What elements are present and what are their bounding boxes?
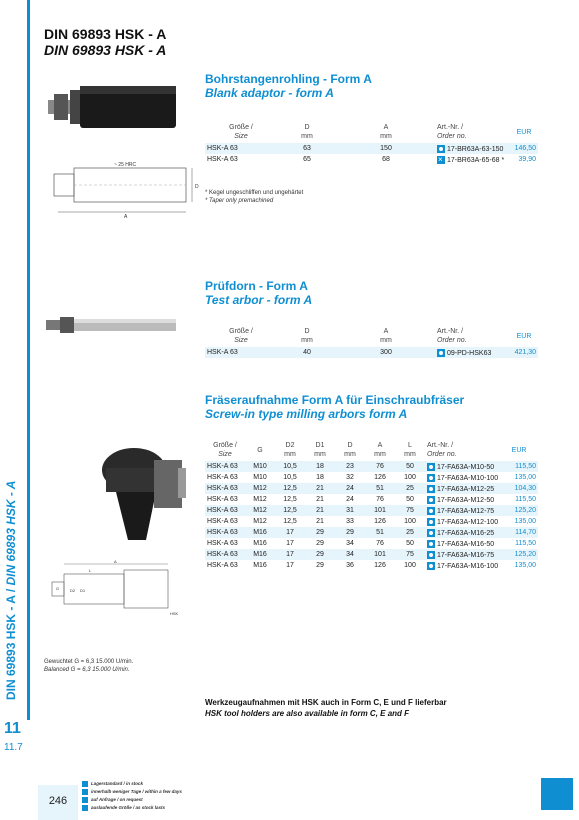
table-row: HSK-A 63 M12 12,5 21 24 51 25 17-FA63A-M12-25 104,30 — [207, 485, 536, 493]
in-stock-icon — [427, 496, 435, 504]
discontinued-icon — [437, 156, 445, 164]
milling-arbor-drawing — [44, 560, 194, 620]
in-stock-icon — [427, 518, 435, 526]
chapter-number: 11 — [4, 720, 21, 737]
blank-adaptor-drawing — [44, 160, 204, 220]
table-row: HSK-A 63 M10 10,5 18 23 76 50 17-FA63A-M10-50 115,50 — [207, 463, 536, 471]
in-stock-icon — [82, 781, 88, 787]
as-stock-lasts-icon — [82, 805, 88, 811]
test-arbor-table — [205, 325, 538, 358]
svg-text:D1: D1 — [80, 588, 86, 593]
section-title-milling-arbors: Fräseraufnahme Form A für Einschraubfräser Screw-in type milling arbors form A — [205, 393, 465, 421]
in-stock-icon — [427, 507, 435, 515]
table-header-row: Größe / Size G D2 mm D1 mm D mm A mm L mm Art.-Nr. / Order no. EUR — [213, 442, 527, 458]
col-size: Größe / Size — [229, 124, 253, 140]
blank-adaptor-photo — [44, 82, 184, 162]
in-stock-icon — [427, 551, 435, 559]
in-stock-icon — [427, 463, 435, 471]
few-days-icon — [82, 789, 88, 795]
test-arbor-photo — [44, 312, 184, 340]
drawing-hrc-label: ~ 25 HRC — [114, 162, 137, 168]
milling-arbor-photo — [94, 440, 194, 550]
balance-note: Gewuchtet G = 6,3 15.000 U/min. Balanced G = 6,3 15.000 U/min. — [44, 659, 134, 673]
in-stock-icon — [427, 540, 435, 548]
svg-text:A: A — [114, 560, 117, 564]
table-row: HSK-A 63 40 300 09-PD-HSK63 421,30 — [207, 349, 536, 357]
table-row: HSK-A 63 65 68 × 17-BR63A-65-68 * 39,90 — [205, 154, 538, 165]
on-request-icon — [82, 797, 88, 803]
brand-logo — [541, 778, 573, 810]
in-stock-icon — [427, 562, 435, 570]
table-row: HSK-A 63 M12 12,5 21 24 76 50 17-FA63A-M12-50 115,50 — [207, 496, 536, 504]
col-eur: EUR — [516, 128, 532, 136]
table-row: HSK-A 63 M12 12,5 21 31 101 75 17-FA63A-M12-75 125,20 — [207, 507, 536, 515]
in-stock-icon — [437, 349, 445, 357]
drawing-a-label: A — [124, 214, 128, 220]
table-row: HSK-A 63 M10 10,5 18 32 126 100 17-FA63A-M10-100 135,00 — [207, 474, 536, 482]
page-subtitle: DIN 69893 HSK - A — [44, 42, 167, 58]
table-row: HSK-A 63 M16 17 29 29 51 25 17-FA63A-M16-25 114,70 — [207, 529, 536, 537]
section-title-blank-adaptor: Bohrstangenrohling - Form A Blank adaptor - form A — [205, 72, 372, 100]
svg-text:D2: D2 — [70, 588, 76, 593]
in-stock-icon — [427, 474, 435, 482]
svg-text:HSK: HSK — [170, 611, 179, 616]
page-title: DIN 69893 HSK - A — [44, 26, 167, 42]
col-a: A mm — [380, 124, 392, 140]
drawing-d-label: D — [195, 184, 199, 190]
page-header — [44, 26, 166, 58]
in-stock-icon — [437, 145, 445, 153]
table-row: HSK-A 63 M16 17 29 36 126 100 17-FA63A-M16-100 135,00 — [207, 562, 536, 570]
sidebar-vertical-title: DIN 69893 HSK - A / DIN 69893 HSK - A — [4, 480, 18, 700]
sidebar-line — [27, 0, 30, 720]
svg-text:G: G — [56, 586, 60, 591]
section-title-test-arbor: Prüfdorn - Form A Test arbor - form A — [205, 279, 313, 307]
table-row: HSK-A 63 M12 12,5 21 33 126 100 17-FA63A-M12-100 135,00 — [207, 518, 536, 526]
table-row: HSK-A 63 63 150 17-BR63A-63-150 146,50 — [207, 145, 536, 153]
stock-legend: Lagerstandard / in stock innerhalb weniger Tage / within a few days auf Anfrage / on request auslaufende Größe / as stock lasts — [82, 780, 182, 812]
col-d: D mm — [301, 124, 313, 140]
milling-arbor-table — [205, 439, 538, 571]
table-header-row — [205, 121, 538, 143]
blank-adaptor-table — [205, 121, 538, 165]
svg-text:L: L — [89, 568, 92, 573]
availability-note: Werkzeugaufnahmen mit HSK auch in Form C, E und F lieferbar HSK tool holders are also available in form C, E and F — [205, 698, 447, 718]
col-order-no: Art.-Nr. / Order no. — [437, 124, 467, 140]
in-stock-icon — [427, 529, 435, 537]
table-row: HSK-A 63 M16 17 29 34 101 75 17-FA63A-M16-75 125,20 — [207, 551, 536, 559]
chapter-sub-number: 11.7 — [4, 742, 23, 753]
sidebar — [0, 0, 30, 820]
table-header-row: Größe / Size D mm A mm Art.-Nr. / Order no. EUR — [229, 328, 532, 344]
page-number: 246 — [38, 785, 78, 820]
table-row: HSK-A 63 M16 17 29 34 76 50 17-FA63A-M16-50 115,50 — [207, 540, 536, 548]
in-stock-icon — [427, 485, 435, 493]
taper-note: * Kegel ungeschliffen und ungehärtet * Taper only premachined — [205, 190, 304, 204]
